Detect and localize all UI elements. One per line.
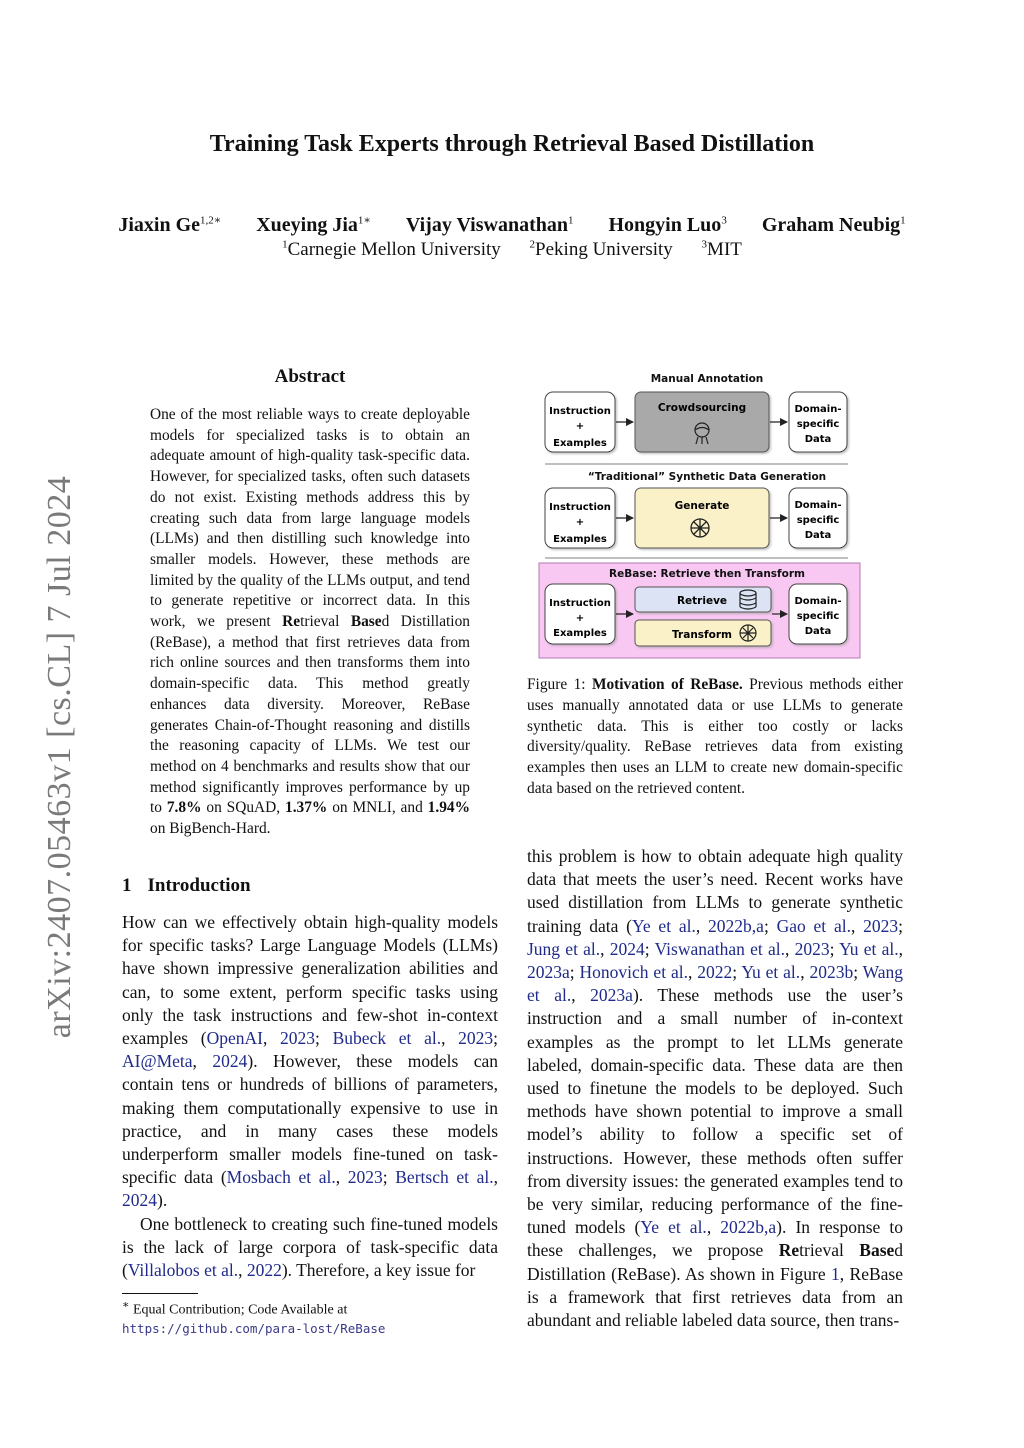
citation-link[interactable]: 2022b,a (720, 1217, 777, 1238)
body-text: d Distillation (ReBase). As shown in Figure (527, 1240, 904, 1284)
citation-link[interactable]: 2022b,a (708, 915, 764, 936)
arxiv-side-text: arXiv:2407.05463v1 [cs.CL] 7 Jul 2024 (41, 475, 78, 1039)
body-text: trieval (799, 1240, 860, 1261)
output-label: specific (796, 419, 840, 430)
author-affil-mark: 1 (900, 214, 906, 226)
sep: , (238, 1260, 247, 1281)
section-heading (122, 875, 251, 897)
citation-link[interactable]: 2023 (863, 915, 899, 936)
sep: ; (898, 915, 904, 936)
body-text: ). Therefore, a key issue for (281, 1260, 476, 1281)
body-text: How can we effectively obtain high-quality models for specific tasks? Large Language Models (LLMs) have shown impressive generalization abilities and can, to some extent, perform specific tasks using only the task instructions and few-shot in-context examples ( (122, 912, 498, 1049)
citation-link[interactable]: 2023a (590, 985, 633, 1006)
body-text: ). In response to these challenges, we propose (527, 1217, 903, 1261)
sep: ; (853, 962, 863, 983)
footnote-rule (122, 1293, 198, 1294)
bold-base: Base (859, 1240, 895, 1261)
abstract-body (150, 405, 470, 840)
retrieve-label: Retrieve (676, 595, 728, 607)
author-name: Xueying Jia (256, 213, 358, 236)
citation-link[interactable]: Bertsch et al. (395, 1167, 494, 1188)
citation-link[interactable]: AI@Meta (122, 1051, 193, 1072)
author-affil-mark: 3 (721, 214, 727, 226)
citation-link[interactable]: 2022 (246, 1260, 282, 1281)
citation-link[interactable]: Mosbach et al. (226, 1167, 336, 1188)
intro-paragraph (122, 1213, 498, 1283)
author (608, 214, 726, 236)
citation-link[interactable]: Yu et al. (839, 938, 899, 959)
sep: , (898, 938, 904, 959)
body-text: , ReBase is a framework that first retrieves data from an abundant and reliable labeled data source, then trans- (527, 1263, 903, 1331)
input-label: Examples (553, 628, 607, 639)
author-affil-mark: 1 (567, 214, 574, 226)
citation-link[interactable]: 2023 (280, 1028, 316, 1049)
llm-logo-icon (740, 625, 756, 641)
sep: , (335, 1167, 348, 1188)
intro-paragraph (122, 911, 498, 1213)
input-label: Instruction (549, 502, 611, 513)
sep: , (695, 915, 709, 936)
abstract-paragraph (150, 405, 470, 840)
sep: , (785, 938, 795, 959)
author (118, 214, 221, 236)
citation-link[interactable]: 2022 (697, 962, 733, 983)
figure-1-diagram (536, 368, 866, 664)
right-paragraph (527, 845, 903, 1332)
caption-text: Previous methods either uses manually annotated data or use LLMs to generate synthetic data. This is either too costly or lacks diversity/quality. ReBase retrieves data from existing examples then uses an LLM to create new domain-specific data based on the retrieved content. (527, 676, 903, 797)
right-column-body (527, 845, 903, 1332)
output-label: Domain- (794, 596, 842, 607)
code-url-link[interactable]: https://github.com/para-lost/ReBase (122, 1320, 386, 1336)
affiliation (702, 239, 742, 260)
sep: , (850, 915, 864, 936)
citation-link[interactable]: Villalobos et al. (127, 1260, 239, 1281)
input-plus: + (575, 421, 585, 432)
sep: ; (315, 1028, 333, 1049)
section-number: 1 (122, 875, 132, 896)
abstract-text: on BigBench-Hard. (150, 820, 271, 838)
input-plus: + (575, 517, 585, 528)
sep: ; (763, 915, 777, 936)
caption-label: Figure 1: (527, 676, 592, 693)
sep: , (706, 1217, 721, 1238)
input-plus: + (575, 613, 585, 624)
author-affil-mark: 1,2∗ (200, 214, 222, 226)
sep: , (441, 1028, 459, 1049)
rebase-label: ReBase: Retrieve then Transform (609, 568, 805, 580)
citation-link[interactable]: 2023 (347, 1167, 383, 1188)
footnote-text: Equal Contribution; Code Available at (129, 1302, 348, 1318)
sep: , (262, 1028, 281, 1049)
caption-bold: Motivation of ReBase. (591, 676, 743, 693)
affiliation (282, 239, 501, 260)
author-name: Graham Neubig (761, 213, 901, 236)
citation-link[interactable]: OpenAI (206, 1028, 263, 1049)
sep: ; (382, 1167, 396, 1188)
intro-body (122, 911, 498, 1282)
abstract-result-bbh: 1.94% (427, 799, 470, 817)
abstract-text: One of the most reliable ways to create deployable models for specialized tasks is to obtain an adequate amount of high-quality task-specific data. However, for specialized tasks, often such datasets do not exist. Existing methods address this by creating such data from large language models (LLMs) and then distilling such knowledge into smaller models. However, these methods are limited by the quality of the LLMs output, and tend to generate repetitive or incorrect data. In this work, we present (150, 406, 470, 631)
paper-title: Training Task Experts through Retrieval Based Distillation (209, 131, 815, 157)
generate-label: Generate (674, 500, 730, 512)
citation-link[interactable]: 2023a (527, 962, 570, 983)
output-label: Data (804, 434, 832, 445)
affiliation-name: Peking University (535, 239, 673, 261)
output-label: Domain- (794, 404, 842, 415)
citation-link[interactable]: Ye et al. (631, 915, 696, 936)
abstract-bold-base: Base (350, 613, 382, 631)
llm-logo-icon (691, 519, 709, 537)
abstract-result-mnli: 1.37% (285, 799, 328, 817)
sep: ; (644, 938, 655, 959)
affiliation-name: MIT (707, 239, 742, 261)
citation-link[interactable]: 2023b (809, 962, 854, 983)
sep: , (687, 962, 698, 983)
figure-ref-link[interactable]: 1 (831, 1263, 840, 1284)
sep: ; (493, 1028, 499, 1049)
author (256, 214, 371, 236)
citation-link[interactable]: 2023 (794, 938, 830, 959)
sep: ; (732, 962, 742, 983)
author-name: Vijay Viswanathan (405, 213, 568, 236)
affiliation-mark: 2 (529, 239, 536, 251)
affiliation-name: Carnegie Mellon University (287, 239, 501, 261)
abstract-text: d Distillation (ReBase), a method that first retrieves data from rich online sources and then transforms them into domain-specific data. This method greatly enhances data diversity. Moreover, ReBase generates Chain-of-Thought reasoning and distills the reasoning capacity of LLMs. We test our method on 4 benchmarks and results show that our method significantly improves performance by up to (150, 613, 470, 817)
output-label: Data (804, 530, 832, 541)
citation-link[interactable]: 2024 (212, 1051, 248, 1072)
section-title: Introduction (147, 875, 251, 896)
citation-link[interactable]: Yu et al. (741, 962, 801, 983)
input-label: Instruction (549, 598, 611, 609)
crowdsourcing-label: Crowdsourcing (657, 402, 747, 414)
author (406, 214, 574, 236)
body-text: One bottleneck to creating such fine-tuned models is the lack of large corpora of task-specific data ( (122, 1213, 498, 1281)
sep: ; (569, 962, 580, 983)
body-text: ). However, these models can contain tens or hundreds of billions of parameters, making them computationally expensive to use in practice, and in many cases these models underperform smaller models fine-tuned on task-specific data ( (122, 1051, 498, 1188)
output-label: specific (796, 515, 840, 526)
author-name: Hongyin Luo (608, 213, 722, 236)
input-label: Instruction (549, 406, 611, 417)
citation-link[interactable]: Viswanathan et al. (654, 938, 786, 959)
output-label: Data (804, 626, 832, 637)
sep: ; (829, 938, 840, 959)
input-label: Examples (553, 438, 607, 449)
citation-link[interactable]: Jung et al. (527, 938, 601, 959)
footnote (122, 1296, 498, 1339)
affiliation-mark: 3 (701, 239, 708, 251)
footnote-mark: ∗ (122, 1299, 130, 1311)
sep: , (493, 1167, 498, 1188)
body-text: ). These methods use the user’s instruction and a small number of in-context examples as the prompt to let LLMs generate labeled, domain-specific data. These data are then used to finetune the models to be deployed. Such methods have shown potential to improve a small model’s ability to follow a specific set of instructions. However, these methods often suffer from diversity issues: the generated examples tend to be very similar, reducing performance of the fine-tuned models ( (527, 985, 903, 1238)
body-text: this problem is how to obtain adequate high quality data that meets the user’s need. Recent works have used distillation from LLMs to generate synthetic training data ( (527, 846, 903, 936)
body-text: ). (157, 1190, 168, 1211)
author (762, 214, 906, 236)
citation-link[interactable]: Gao et al. (776, 915, 851, 936)
citation-link[interactable]: Bubeck et al. (332, 1028, 442, 1049)
sep: , (600, 938, 610, 959)
transform-label: Transform (672, 629, 732, 641)
sep: , (192, 1051, 213, 1072)
abstract-bold-re: Re (282, 613, 301, 631)
sep: , (571, 985, 591, 1006)
citation-link[interactable]: 2024 (122, 1190, 157, 1211)
manual-annotation-label: Manual Annotation (650, 373, 764, 385)
citation-link[interactable]: Ye et al. (640, 1217, 707, 1238)
author-affil-mark: 1∗ (357, 214, 371, 226)
citation-link[interactable]: 2024 (609, 938, 645, 959)
traditional-label: “Traditional” Synthetic Data Generation (587, 471, 827, 483)
citation-link[interactable]: Honovich et al. (579, 962, 688, 983)
abstract-result-squad: 7.8% (166, 799, 202, 817)
affiliation-list (0, 239, 1024, 261)
author-name: Jiaxin Ge (118, 213, 200, 236)
abstract-heading: Abstract (274, 366, 346, 387)
input-label: Examples (553, 534, 607, 545)
abstract-text: on SQuAD, (201, 799, 285, 817)
affiliation-mark: 1 (282, 239, 288, 251)
author-list (0, 213, 1024, 237)
output-label: Domain- (794, 500, 842, 511)
bold-re: Re (778, 1240, 800, 1261)
abstract-text: trieval (300, 613, 351, 631)
abstract-text: on MNLI, and (327, 799, 428, 817)
generate-box (635, 488, 769, 548)
figure-caption (527, 675, 903, 800)
caption-paragraph (527, 675, 903, 800)
sep: , (800, 962, 810, 983)
citation-link[interactable]: 2023 (458, 1028, 494, 1049)
affiliation (530, 239, 673, 260)
output-label: specific (796, 611, 840, 622)
citation-link[interactable]: Wang et al. (527, 962, 904, 1006)
